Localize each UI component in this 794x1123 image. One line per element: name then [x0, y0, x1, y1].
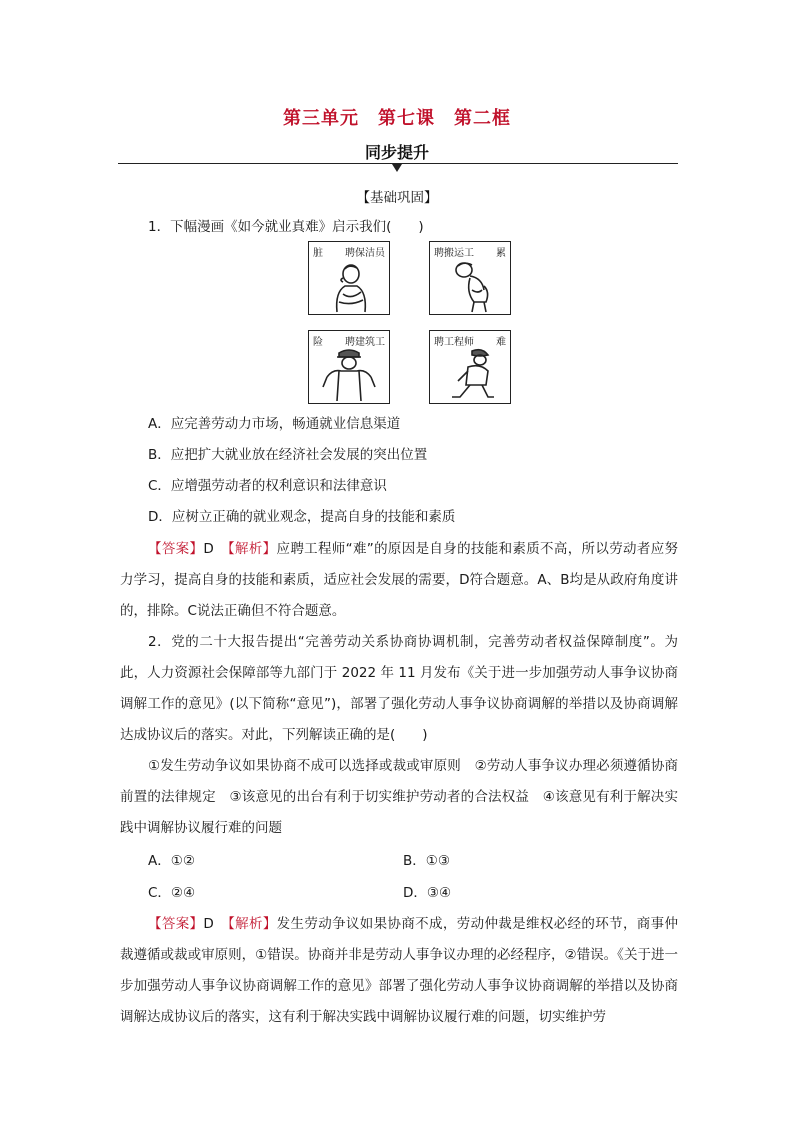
person-hardhat-icon: [309, 331, 389, 403]
comic-caption: 难: [496, 337, 506, 348]
q2-answer-block: [120, 909, 678, 1033]
comic-panel-cleaner: [308, 241, 390, 315]
section-heading: 【基础巩固】: [356, 190, 438, 206]
analysis-label: 【解析】: [228, 916, 277, 932]
comic-caption: 险: [313, 337, 323, 348]
comic-caption: 聘保洁员: [345, 248, 385, 259]
q1-option-a: A．应完善劳动力市场，畅通就业信息渠道: [148, 416, 401, 432]
person-walking-away-icon: [430, 331, 510, 403]
q1-stem: 1．下幅漫画《如今就业真难》启示我们( ): [148, 219, 424, 235]
q1-option-c: C．应增强劳动者的权利意识和法律意识: [148, 478, 387, 494]
divider-triangle-icon: [392, 164, 402, 172]
analysis-label: 【解析】: [227, 541, 277, 557]
q2-option-c: C．②④: [148, 885, 196, 901]
comic-caption: 累: [496, 248, 506, 259]
comic-panel-construction: [308, 330, 390, 404]
answer-label: 【答案】: [148, 541, 204, 557]
analysis-text: 发生劳动争议如果协商不成，劳动仲裁是维权必经的环节，商事仲裁遵循或裁或审原则，①错误。协商并非是劳动人事争议办理的必经程序，②错误。《关于进一步加强劳动人事争议协商调解工作的意见》部署了强化劳动人事争议协商调解的举措以及协商调解达成协议后的落实，这有利于解决实践中调解协议履行难的问题，切实维护劳: [120, 916, 679, 1025]
answer-label: 【答案】: [148, 916, 204, 932]
comic-caption: 聘建筑工: [345, 337, 385, 348]
page-subtitle: 同步提升: [364, 143, 429, 162]
q1-answer-block: [120, 534, 678, 627]
person-bending-icon: [430, 242, 510, 314]
comic-caption: 聘工程师: [434, 337, 474, 348]
q2-option-b: B．①③: [403, 853, 450, 869]
q2-option-d: D．③④: [403, 885, 452, 901]
q1-option-b: B．应把扩大就业放在经济社会发展的突出位置: [148, 447, 428, 463]
answer-value: D: [203, 916, 214, 932]
person-holding-nose-icon: [309, 242, 389, 314]
comic-panel-porter: [429, 241, 511, 315]
analysis-text: 应聘工程师“难”的原因是自身的技能和素质不高，所以劳动者应努力学习，提高自身的技能和素质，适应社会发展的需要，D符合题意。A、B均是从政府角度讲的，排除。C说法正确但不符合题意。: [120, 541, 679, 619]
comic-panel-engineer: [429, 330, 511, 404]
q2-stem: 2．党的二十大报告提出“完善劳动关系协商协调机制，完善劳动者权益保障制度”。为此，人力资源社会保障部等九部门于 2022 年 11 月发布《关于进一步加强劳动人事争议协商调解工作的意见》(以下简称“意见”)，部署了强化劳动人事争议协商调解的举措以及协商调解达成协议后的落实。对此，下列解读正确的是( ): [120, 634, 678, 743]
comic-caption: 脏: [313, 248, 323, 259]
answer-value: D: [203, 541, 214, 557]
page-title: 第三单元 第七课 第二框: [283, 108, 511, 129]
q1-option-d: D．应树立正确的就业观念，提高自身的技能和素质: [148, 509, 456, 525]
q2-option-a: A．①②: [148, 853, 195, 869]
comic-caption: 聘搬运工: [434, 248, 474, 259]
q2-statements: ①发生劳动争议如果协商不成可以选择或裁或审原则 ②劳动人事争议办理必须遵循协商前置的法律规定 ③该意见的出台有利于切实维护劳动者的合法权益 ④该意见有利于解决实践中调解协议履行难的问题: [120, 758, 678, 836]
